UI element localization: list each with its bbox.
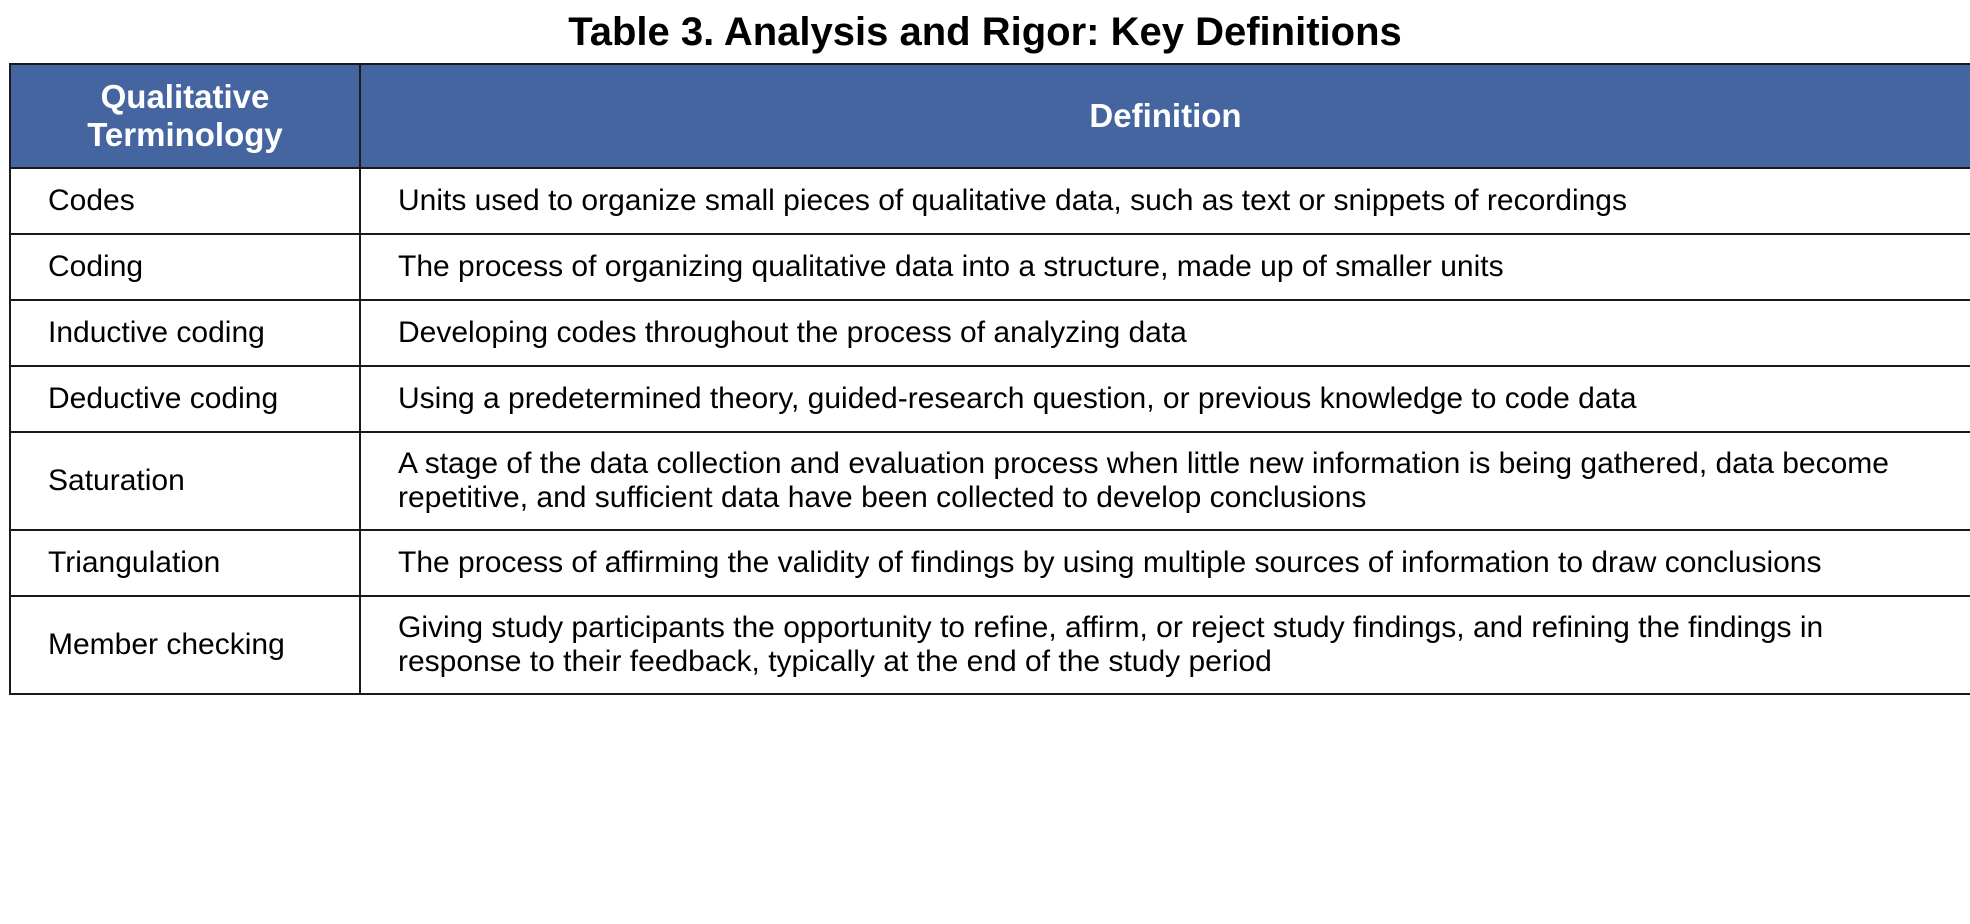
table-header-row — [10, 64, 1970, 168]
term-cell: Member checking — [10, 596, 360, 694]
term-cell: Triangulation — [10, 530, 360, 596]
column-header-term: Qualitative Terminology — [10, 64, 360, 168]
table-row — [10, 300, 1970, 366]
definition-cell: A stage of the data collection and evaluation process when little new information is being gathered, data become repetitive, and sufficient data have been collected to develop conclusions — [360, 432, 1970, 530]
table-row — [10, 432, 1970, 530]
definition-cell: Units used to organize small pieces of qualitative data, such as text or snippets of recordings — [360, 168, 1970, 234]
definition-cell: Using a predetermined theory, guided-research question, or previous knowledge to code data — [360, 366, 1970, 432]
definition-cell: The process of affirming the validity of findings by using multiple sources of information to draw conclusions — [360, 530, 1970, 596]
definition-cell: The process of organizing qualitative data into a structure, made up of smaller units — [360, 234, 1970, 300]
term-cell: Inductive coding — [10, 300, 360, 366]
definition-cell: Giving study participants the opportunity to refine, affirm, or reject study findings, and refining the findings in response to their feedback, typically at the end of the study period — [360, 596, 1970, 694]
table-row — [10, 530, 1970, 596]
term-cell: Saturation — [10, 432, 360, 530]
definitions-table — [9, 63, 1970, 695]
column-header-definition: Definition — [360, 64, 1970, 168]
term-cell: Deductive coding — [10, 366, 360, 432]
table-row — [10, 234, 1970, 300]
term-cell: Codes — [10, 168, 360, 234]
table-row — [10, 168, 1970, 234]
page-title: Table 3. Analysis and Rigor: Key Definitions — [568, 10, 1402, 54]
table-row — [10, 366, 1970, 432]
table-row — [10, 596, 1970, 694]
definition-cell: Developing codes throughout the process of analyzing data — [360, 300, 1970, 366]
term-cell: Coding — [10, 234, 360, 300]
